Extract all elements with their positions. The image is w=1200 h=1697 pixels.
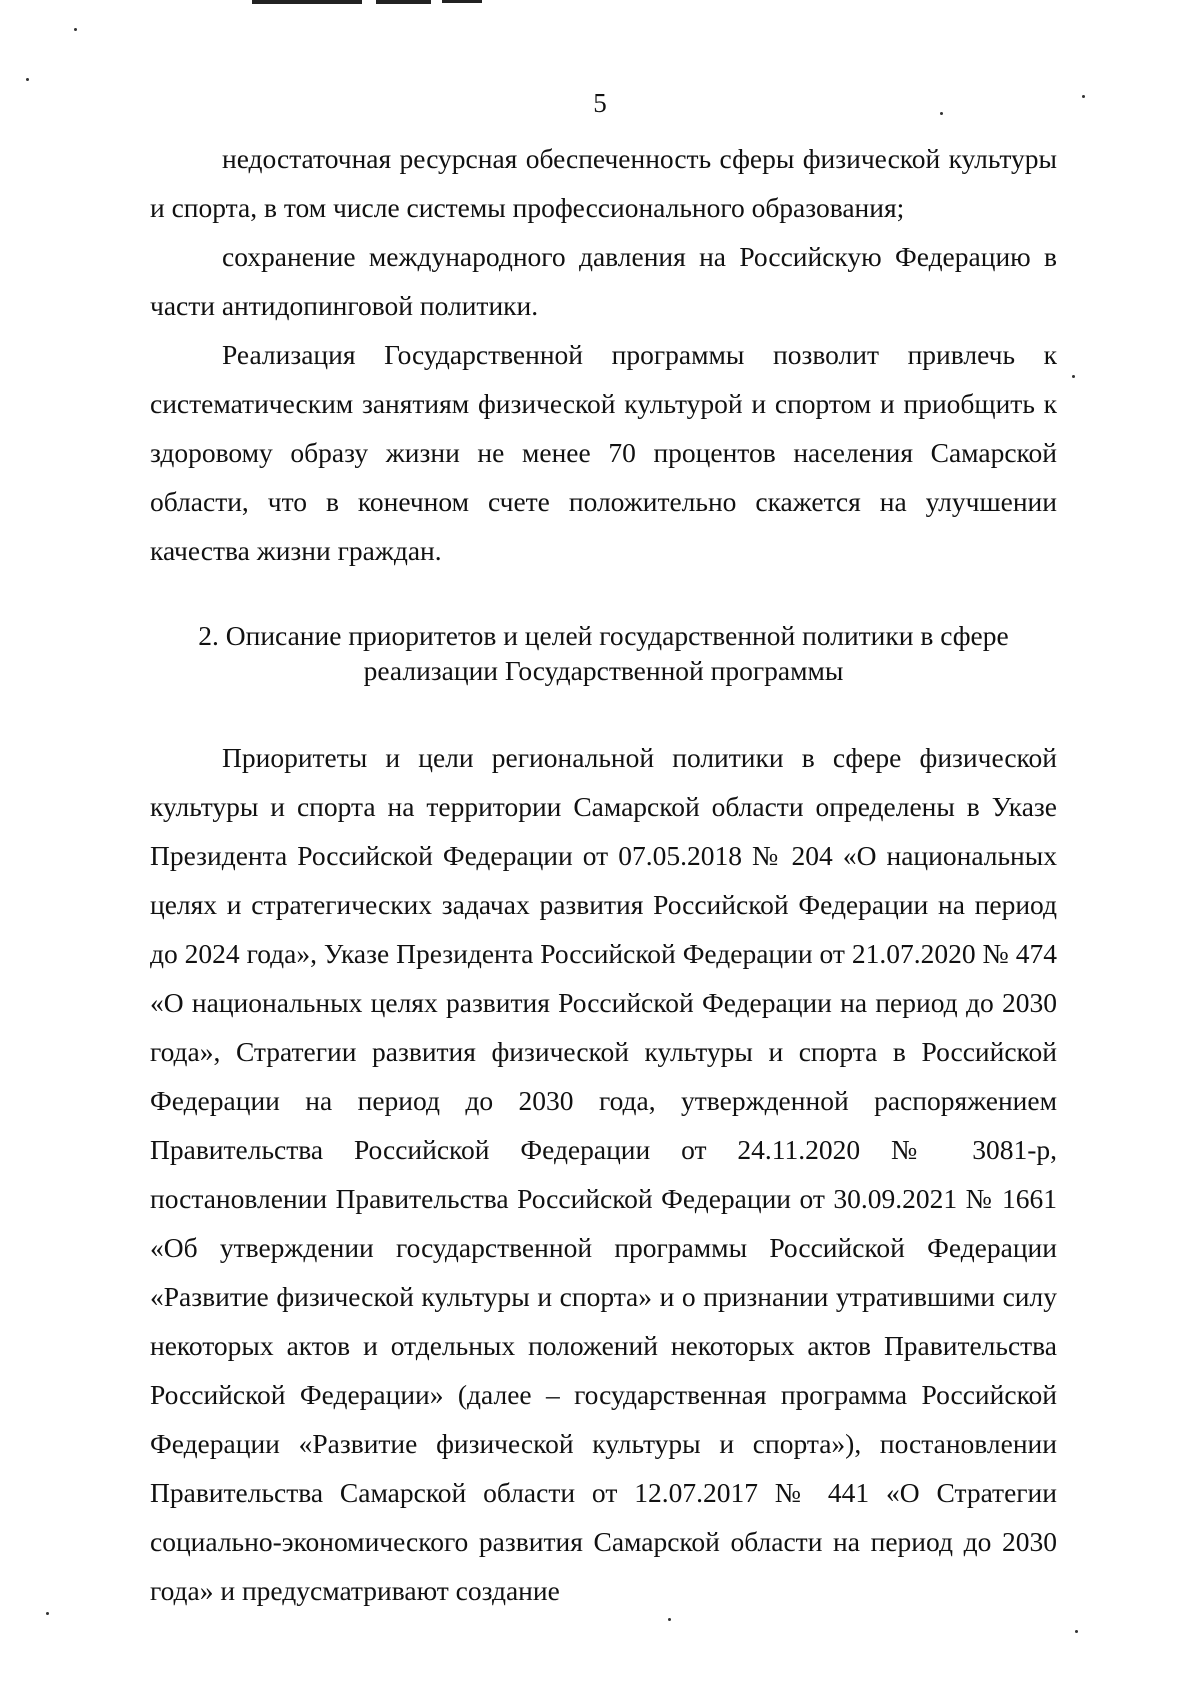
scan-speck bbox=[1075, 1630, 1078, 1633]
scan-speck bbox=[46, 1612, 49, 1615]
scan-speck bbox=[1072, 375, 1075, 378]
scan-artifact-bar bbox=[442, 0, 482, 3]
document-body bbox=[150, 134, 1057, 1615]
scan-speck bbox=[26, 78, 29, 81]
paragraph: Приоритеты и цели региональной политики в сфере физической культуры и спорта на территории Самарской области определены в Указе Президента Российской Федерации от 07.05.2018 № 204 «О национальных целях и стратегических задачах развития Российской Федерации на период до 2024 года», Указе Президента Российской Федерации от 21.07.2020 № 474 «О национальных целях развития Российской Федерации на период до 2030 года», Стратегии развития физической культуры и спорта в Российской Федерации на период до 2030 года, утвержденной распоряжением Правительства Российской Федерации от 24.11.2020 № 3081-р, постановлении Правительства Российской Федерации от 30.09.2021 № 1661 «Об утверждении государственной программы Российской Федерации «Развитие физической культуры и спорта» и о признании утратившими силу некоторых актов и отдельных положений некоторых актов Правительства Российской Федерации» (далее – государственная программа Российской Федерации «Развитие физической культуры и спорта»), постановлении Правительства Самарской области от 12.07.2017 № 441 «О Стратегии социально-экономического развития Самарской области на период до 2030 года» и предусматривают создание bbox=[150, 742, 1057, 1606]
paragraph: сохранение международного давления на Российскую Федерацию в части антидопинговой политики. bbox=[150, 241, 1057, 321]
scan-artifact-bar bbox=[252, 0, 362, 4]
paragraph: Реализация Государственной программы позволит привлечь к систематическим занятиям физической культурой и спортом и приобщить к здоровому образу жизни не менее 70 процентов населения Самарской области, что в конечном счете положительно скажется на улучшении качества жизни граждан. bbox=[150, 339, 1057, 566]
section-heading: 2. Описание приоритетов и целей государственной политики в сфере реализации Государственной программы bbox=[198, 620, 1009, 686]
scan-artifact-bar bbox=[376, 0, 431, 4]
paragraph: недостаточная ресурсная обеспеченность сферы физической культуры и спорта, в том числе системы профессионального образования; bbox=[150, 143, 1057, 223]
scan-speck bbox=[74, 28, 77, 31]
page-number: 5 bbox=[593, 88, 607, 118]
scan-speck bbox=[668, 1618, 671, 1621]
